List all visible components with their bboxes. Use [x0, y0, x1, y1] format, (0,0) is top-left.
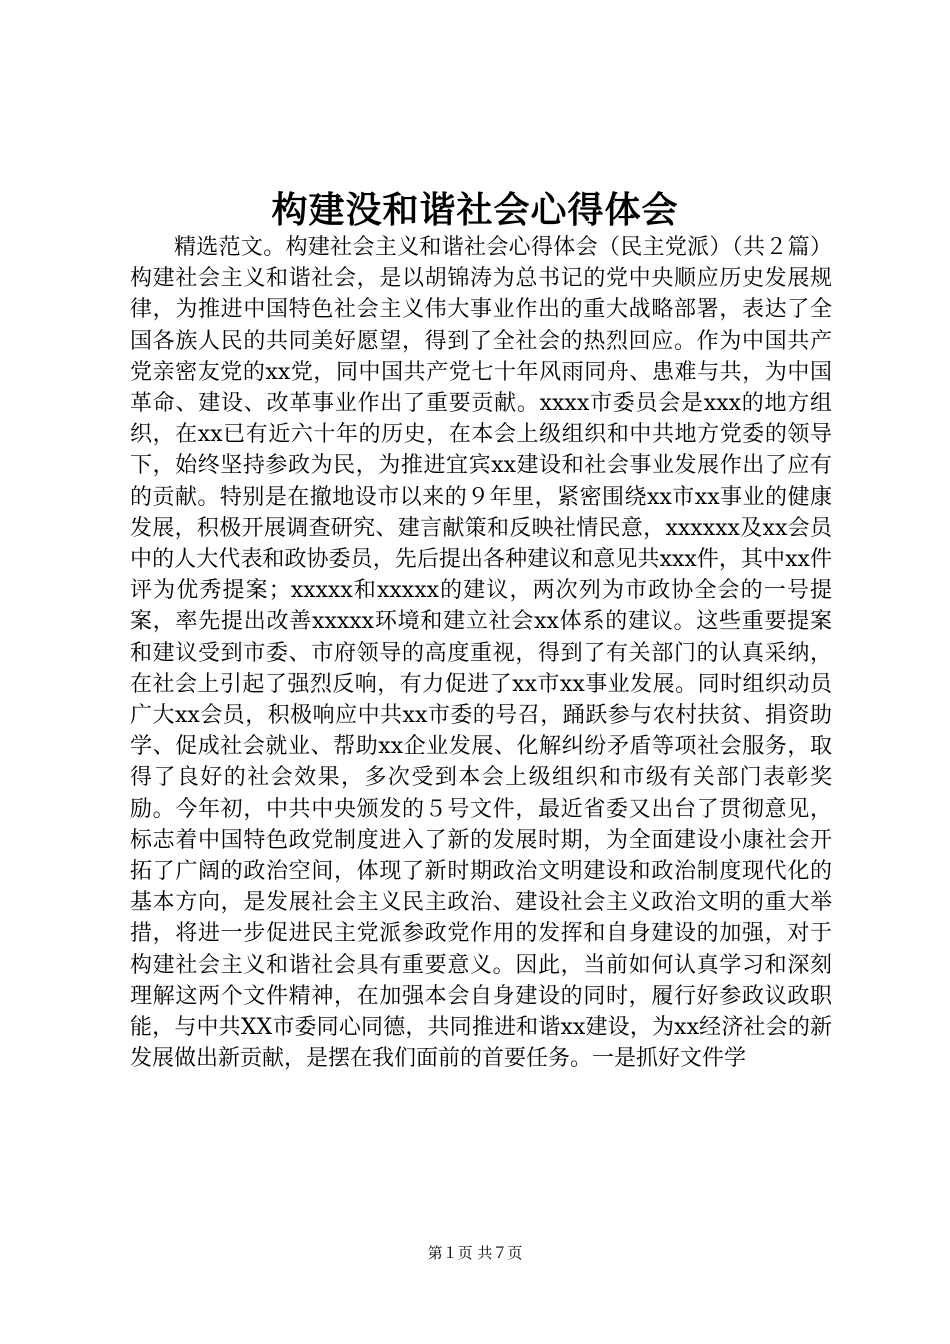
page-number-footer: 第１页 共７页: [427, 1244, 523, 1262]
document-body-paragraph: 精选范文。构建社会主义和谐社会心得体会（民主党派）（共２篇）构建社会主义和谐社会，是以胡锦涛为总书记的党中央顺应历史发展规律，为推进中国特色社会主义伟大事业作出的重大战略部署，表达了全国各族人民的共同美好愿望，得到了全社会的热烈回应。作为中国共产党亲密友党的xx党，同中国共产党七十年风雨同舟、患难与共，为中国革命、建设、改革事业作出了重要贡献。xxxx市委员会是xxx的地方组织，在xx已有近六十年的历史，在本会上级组织和中共地方党委的领导下，始终坚持参政为民，为推进宜宾xx建设和社会事业发展作出了应有的贡献。特别是在撤地设市以来的９年里，紧密围绕xx市xx事业的健康发展，积极开展调查研究、建言献策和反映社情民意，xxxxxx及xx会员中的人大代表和政协委员，先后提出各种建议和意见共xxx件，其中xx件评为优秀提案；xxxxx和xxxxx的建议，两次列为市政协全会的一号提案，率先提出改善xxxxx环境和建立社会xx体系的建议。这些重要提案和建议受到市委、市府领导的高度重视，得到了有关部门的认真采纳，在社会上引起了强烈反响，有力促进了xx市xx事业发展。同时组织动员广大xx会员，积极响应中共xx市委的号召，踊跃参与农村扶贫、捐资助学、促成社会就业、帮助xx企业发展、化解纠纷矛盾等项社会服务，取得了良好的社会效果，多次受到本会上级组织和市级有关部门表彰奖励。今年初，中共中央颁发的５号文件，最近省委又出台了贯彻意见，标志着中国特色政党制度进入了新的发展时期，为全面建设小康社会开拓了广阔的政治空间，体现了新时期政治文明建设和政治制度现代化的基本方向，是发展社会主义民主政治、建设社会主义政治文明的重大举措，将进一步促进民主党派参政党作用的发挥和自身建设的加强，对于构建社会主义和谐社会具有重要意义。因此，当前如何认真学习和深刻理解这两个文件精神，在加强本会自身建设的同时，履行好参政议政职能，与中共XX市委同心同德，共同推进和谐xx建设，为xx经济社会的新发展做出新贡献，是摆在我们面前的首要任务。一是抓好文件学: [130, 235, 832, 1072]
document-title: 构建没和谐社会心得体会: [271, 189, 679, 231]
